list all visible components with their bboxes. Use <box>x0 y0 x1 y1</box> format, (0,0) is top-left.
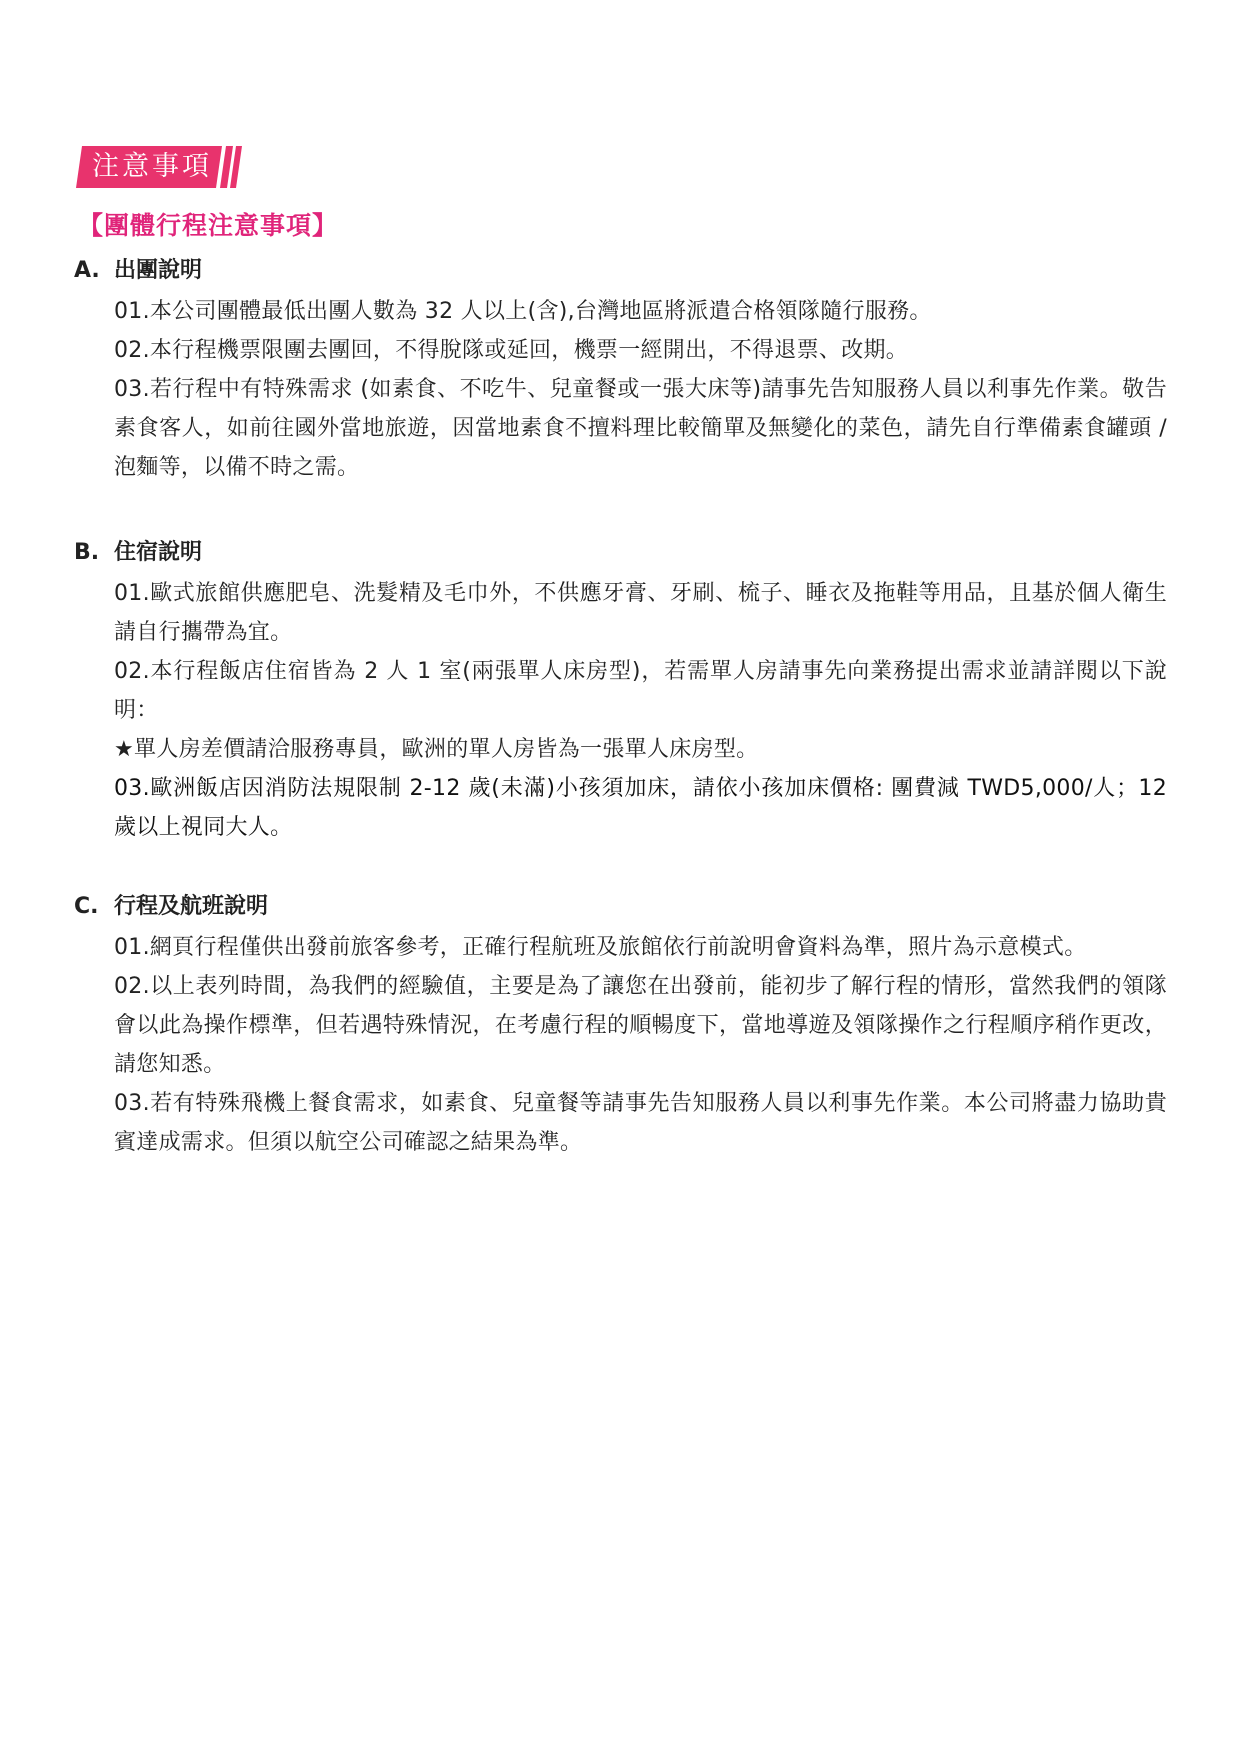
section-letter: C. <box>74 894 99 919</box>
page-title: 【團體行程注意事項】 <box>78 211 339 240</box>
section-heading-text: 住宿說明 <box>114 540 203 565</box>
list-item: 01.本公司團體最低出團人數為 32 人以上(含),台灣地區將派遣合格領隊隨行服務。 <box>114 299 932 324</box>
section-heading <box>74 536 1174 570</box>
section-accommodation <box>74 536 1174 847</box>
section-heading-text: 行程及航班說明 <box>114 894 269 919</box>
list-item: 03.若有特殊飛機上餐食需求，如素食、兒童餐等請事先告知服務人員以利事先作業。本公司將盡力協助貴賓達成需求。但須以航空公司確認之結果為準。 <box>114 1091 1167 1155</box>
section-heading <box>74 890 1174 924</box>
list-item: 03.若行程中有特殊需求 (如素食、不吃牛、兒童餐或一張大床等)請事先告知服務人員以利事先作業。敬告素食客人，如前往國外當地旅遊，因當地素食不擅料理比較簡單及無變化的菜色，請先自行準備素食罐頭 / 泡麵等，以備不時之需。 <box>114 377 1167 480</box>
section-letter: A. <box>74 258 100 283</box>
list-item: 01.網頁行程僅供出發前旅客參考，正確行程航班及旅館依行前說明會資料為準，照片為示意模式。 <box>114 935 1087 960</box>
list-item: ★單人房差價請洽服務專員，歐洲的單人房皆為一張單人床房型。 <box>114 737 759 762</box>
header-badge <box>76 146 242 188</box>
section-items <box>114 928 1167 1162</box>
section-heading-text: 出團說明 <box>114 258 203 283</box>
list-item: 02.本行程機票限團去團回，不得脫隊或延回，機票一經開出，不得退票、改期。 <box>114 338 909 363</box>
section-letter: B. <box>74 540 100 565</box>
section-items <box>114 292 1167 487</box>
list-item: 02.以上表列時間，為我們的經驗值，主要是為了讓您在出發前，能初步了解行程的情形，當然我們的領隊會以此為操作標準，但若遇特殊情況，在考慮行程的順暢度下，當地導遊及領隊操作之行程順序稍作更改，請您知悉。 <box>114 974 1167 1077</box>
section-heading <box>74 254 1174 288</box>
list-item: 01.歐式旅館供應肥皂、洗髮精及毛巾外，不供應牙膏、牙刷、梳子、睡衣及拖鞋等用品，且基於個人衛生請自行攜帶為宜。 <box>114 581 1167 645</box>
section-departure <box>74 254 1174 487</box>
list-item: 03.歐洲飯店因消防法規限制 2-12 歲(未滿)小孩須加床，請依小孩加床價格: 團費減 TWD5,000/人；12 歲以上視同大人。 <box>114 776 1167 840</box>
list-item: 02.本行程飯店住宿皆為 2 人 1 室(兩張單人床房型)，若需單人房請事先向業務提出需求並請詳閱以下說明： <box>114 659 1167 723</box>
header-badge-label: 注意事項 <box>92 151 212 182</box>
section-items <box>114 574 1167 847</box>
section-itinerary-flights <box>74 890 1174 1162</box>
